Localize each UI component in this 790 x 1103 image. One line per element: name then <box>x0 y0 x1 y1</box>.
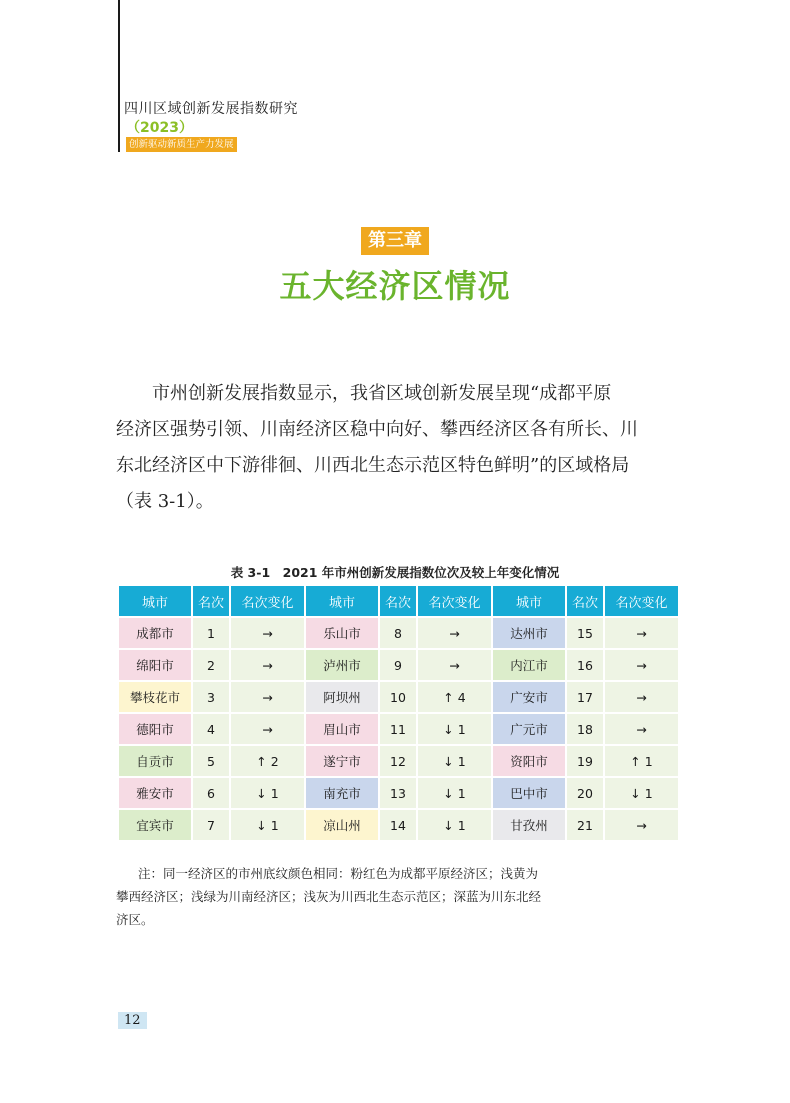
table-row <box>119 618 678 648</box>
note-line: 注：同一经济区的市州底纹颜色相同：粉红色为成都平原经济区；浅黄为 <box>138 866 539 881</box>
rank-cell: 16 <box>567 650 603 680</box>
change-cell: ↑ 4 <box>418 682 491 712</box>
city-cell: 宜宾市 <box>119 810 191 840</box>
city-cell: 南充市 <box>306 778 378 808</box>
city-cell: 自贡市 <box>119 746 191 776</box>
table-row <box>119 714 678 744</box>
table-row <box>119 810 678 840</box>
table-caption: 表 3-1 2021 年市州创新发展指数位次及较上年变化情况 <box>230 565 560 580</box>
city-cell: 攀枝花市 <box>119 682 191 712</box>
change-cell: ↓ 1 <box>418 714 491 744</box>
body-paragraph <box>116 376 686 520</box>
paragraph-line: 市州创新发展指数显示，我省区域创新发展呈现“成都平原 <box>152 383 612 404</box>
change-cell: ↓ 1 <box>231 778 304 808</box>
note-line: 攀西经济区；浅绿为川南经济区；浅灰为川西北生态示范区；深蓝为川东北经 <box>116 889 542 904</box>
change-cell: → <box>231 714 304 744</box>
rank-cell: 11 <box>380 714 416 744</box>
column-header: 名次变化 <box>605 586 678 616</box>
change-cell: ↓ 1 <box>418 746 491 776</box>
city-cell: 广安市 <box>493 682 565 712</box>
table-note <box>116 862 681 931</box>
table-row <box>119 746 678 776</box>
city-cell: 巴中市 <box>493 778 565 808</box>
rank-cell: 7 <box>193 810 229 840</box>
city-cell: 眉山市 <box>306 714 378 744</box>
rank-cell: 3 <box>193 682 229 712</box>
rank-cell: 8 <box>380 618 416 648</box>
city-cell: 资阳市 <box>493 746 565 776</box>
column-header: 名次变化 <box>418 586 491 616</box>
rank-cell: 14 <box>380 810 416 840</box>
page-number: 12 <box>118 1012 147 1029</box>
change-cell: → <box>231 682 304 712</box>
city-cell: 凉山州 <box>306 810 378 840</box>
book-year: （2023） <box>126 120 193 136</box>
column-header: 名次变化 <box>231 586 304 616</box>
city-cell: 广元市 <box>493 714 565 744</box>
city-cell: 遂宁市 <box>306 746 378 776</box>
rank-cell: 4 <box>193 714 229 744</box>
change-cell: ↑ 1 <box>605 746 678 776</box>
header-rule <box>118 0 120 152</box>
change-cell: → <box>605 682 678 712</box>
city-cell: 达州市 <box>493 618 565 648</box>
change-cell: → <box>231 618 304 648</box>
rank-cell: 12 <box>380 746 416 776</box>
rank-cell: 20 <box>567 778 603 808</box>
change-cell: ↓ 1 <box>418 778 491 808</box>
column-header: 名次 <box>380 586 416 616</box>
city-cell: 泸州市 <box>306 650 378 680</box>
table-row <box>119 682 678 712</box>
chapter-label: 第三章 <box>361 227 429 255</box>
change-cell: → <box>418 650 491 680</box>
change-cell: → <box>605 714 678 744</box>
rank-cell: 15 <box>567 618 603 648</box>
city-cell: 乐山市 <box>306 618 378 648</box>
table-row <box>119 650 678 680</box>
column-header: 名次 <box>193 586 229 616</box>
change-cell: → <box>605 650 678 680</box>
change-cell: ↑ 2 <box>231 746 304 776</box>
chapter-label-wrap <box>0 227 790 255</box>
table-body <box>119 618 678 840</box>
book-title: 四川区域创新发展指数研究 <box>124 101 298 117</box>
change-cell: → <box>605 618 678 648</box>
column-header: 名次 <box>567 586 603 616</box>
book-subtitle: 创新驱动新质生产力发展 <box>126 137 237 152</box>
rank-cell: 1 <box>193 618 229 648</box>
column-header: 城市 <box>119 586 191 616</box>
chapter-title: 五大经济区情况 <box>279 267 511 305</box>
city-cell: 甘孜州 <box>493 810 565 840</box>
rank-cell: 19 <box>567 746 603 776</box>
table-header-row <box>119 586 678 616</box>
city-cell: 绵阳市 <box>119 650 191 680</box>
ranking-table <box>117 584 680 842</box>
city-cell: 成都市 <box>119 618 191 648</box>
city-cell: 雅安市 <box>119 778 191 808</box>
change-cell: ↓ 1 <box>605 778 678 808</box>
city-cell: 阿坝州 <box>306 682 378 712</box>
rank-cell: 13 <box>380 778 416 808</box>
rank-cell: 18 <box>567 714 603 744</box>
city-cell: 德阳市 <box>119 714 191 744</box>
rank-cell: 10 <box>380 682 416 712</box>
rank-cell: 2 <box>193 650 229 680</box>
column-header: 城市 <box>306 586 378 616</box>
change-cell: ↓ 1 <box>418 810 491 840</box>
change-cell: → <box>231 650 304 680</box>
rank-cell: 5 <box>193 746 229 776</box>
rank-cell: 9 <box>380 650 416 680</box>
change-cell: ↓ 1 <box>231 810 304 840</box>
paragraph-line: 东北经济区中下游徘徊、川西北生态示范区特色鲜明”的区域格局 <box>116 455 630 476</box>
city-cell: 内江市 <box>493 650 565 680</box>
change-cell: → <box>418 618 491 648</box>
rank-cell: 21 <box>567 810 603 840</box>
note-line: 济区。 <box>116 912 154 927</box>
column-header: 城市 <box>493 586 565 616</box>
table-row <box>119 778 678 808</box>
rank-cell: 17 <box>567 682 603 712</box>
paragraph-line: （表 3-1）。 <box>116 491 214 512</box>
rank-cell: 6 <box>193 778 229 808</box>
change-cell: → <box>605 810 678 840</box>
paragraph-line: 经济区强势引领、川南经济区稳中向好、攀西经济区各有所长、川 <box>116 419 638 440</box>
